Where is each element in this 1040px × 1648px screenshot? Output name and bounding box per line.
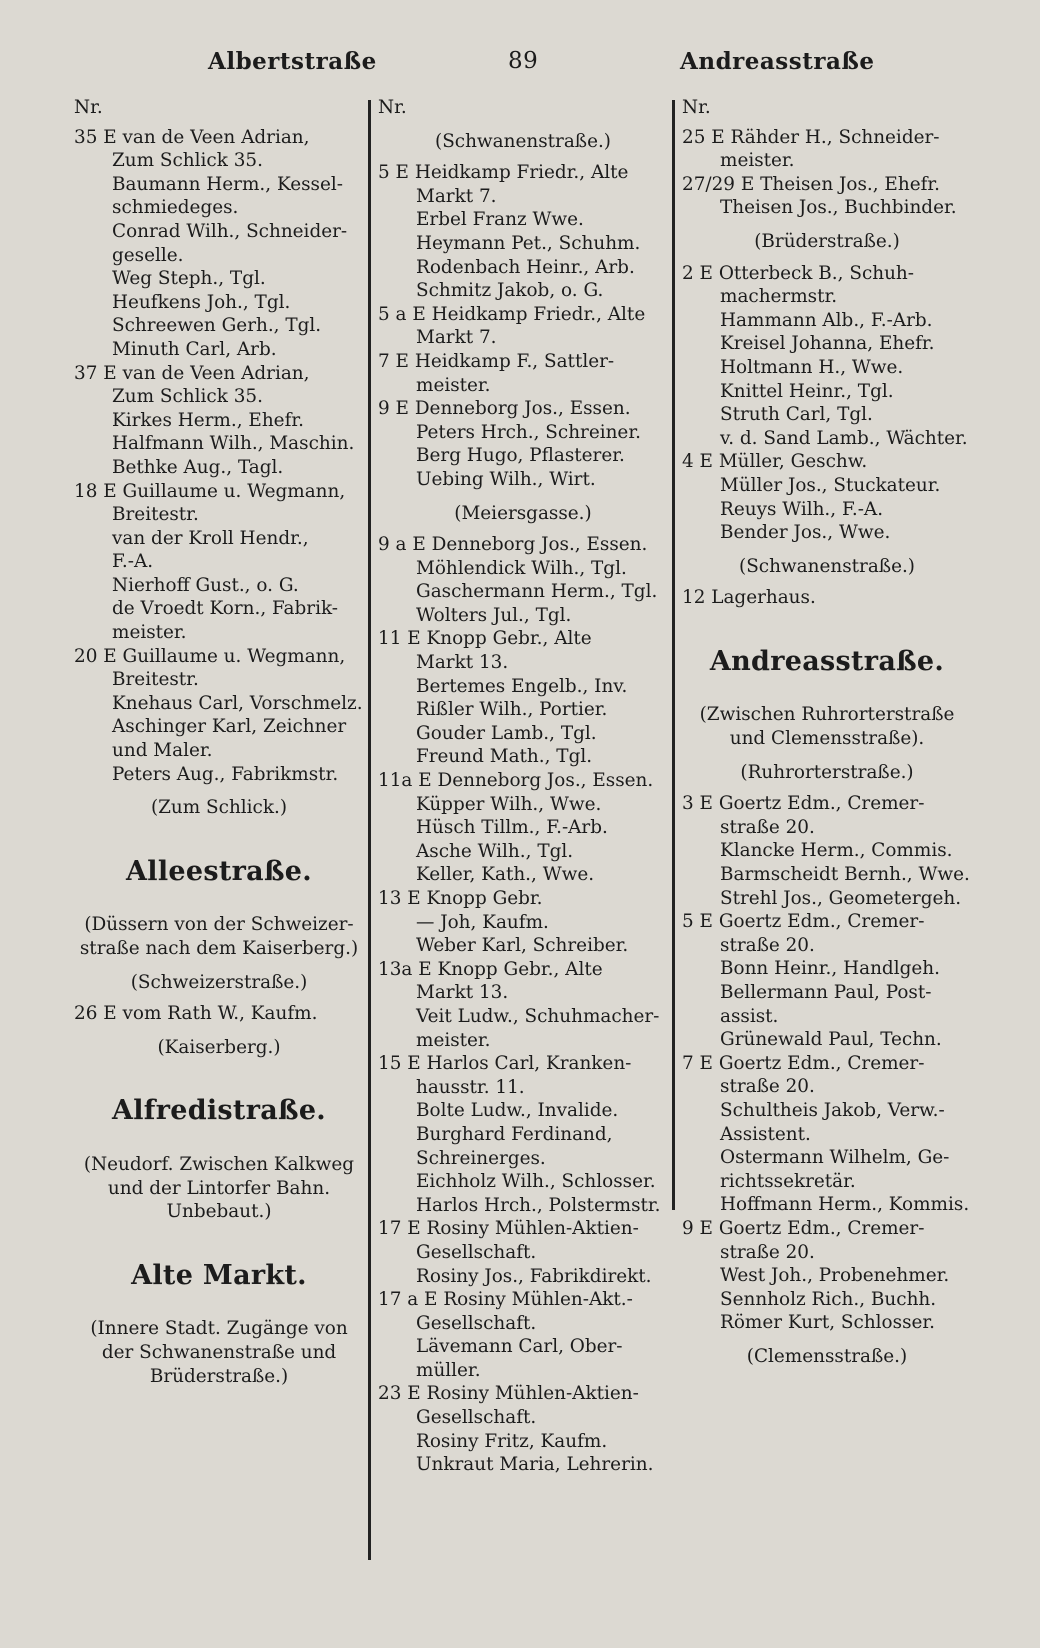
column-divider bbox=[368, 100, 371, 1560]
entry-cont: Theisen Jos., Buchbinder. bbox=[720, 197, 957, 219]
entry: 11 E Knopp Gebr., Alte bbox=[378, 628, 592, 650]
entry: 23 E Rosiny Mühlen-Aktien- bbox=[378, 1383, 639, 1405]
resident: Erbel Franz Wwe. bbox=[416, 209, 584, 231]
entry: 17 a E Rosiny Mühlen-Akt.- bbox=[378, 1289, 633, 1311]
cross-street: (Zum Schlick.) bbox=[150, 797, 288, 819]
resident: Kreisel Johanna, Ehefr. bbox=[720, 333, 935, 355]
resident: Uebing Wilh., Wirt. bbox=[416, 468, 596, 490]
resident: Eichholz Wilh., Schlosser. bbox=[416, 1171, 656, 1193]
entry-cont: Gesellschaft. bbox=[416, 1312, 537, 1334]
resident: Barmscheidt Bernh., Wwe. bbox=[720, 864, 970, 886]
resident: Harlos Hrch., Polstermstr. bbox=[416, 1194, 661, 1216]
entry-cont: meister. bbox=[720, 150, 795, 172]
street-description: (Zwischen Ruhrorterstraße und Clemensstraße). bbox=[699, 704, 955, 750]
resident: Bonn Heinr., Handlgeh. bbox=[720, 958, 940, 980]
resident: de Vroedt Korn., Fabrik- bbox=[112, 598, 338, 620]
column-1 bbox=[74, 96, 364, 1388]
resident: Freund Math., Tgl. bbox=[416, 746, 593, 768]
resident: Keller, Kath., Wwe. bbox=[416, 864, 595, 886]
resident: Lävemann Carl, Ober- bbox=[416, 1336, 623, 1358]
entry: 2 E Otterbeck B., Schuh- bbox=[682, 262, 914, 284]
street-heading: Alte Markt. bbox=[131, 1259, 307, 1291]
entry-cont: Markt 13. bbox=[416, 982, 509, 1004]
entry-cont: Breitestr. bbox=[112, 504, 199, 526]
entry: 13 E Knopp Gebr. bbox=[378, 888, 543, 909]
entry: 11a E Denneborg Jos., Essen. bbox=[378, 770, 654, 792]
street-heading: Andreasstraße. bbox=[709, 645, 945, 677]
entry: 20 E Guillaume u. Wegmann, bbox=[74, 645, 346, 667]
resident: van der Kroll Hendr., bbox=[112, 527, 309, 549]
resident: Aschinger Karl, Zeichner bbox=[112, 716, 347, 738]
entry-cont: Breitestr. bbox=[112, 669, 199, 691]
entry: 3 E Goertz Edm., Cremer- bbox=[682, 793, 925, 815]
resident: Weber Karl, Schreiber. bbox=[416, 935, 629, 957]
entry-cont: Markt 7. bbox=[416, 185, 497, 207]
resident-cont: richtssekretär. bbox=[720, 1170, 856, 1192]
column-3 bbox=[682, 96, 972, 1377]
resident: Sennholz Rich., Buchh. bbox=[720, 1288, 937, 1310]
resident: Holtmann H., Wwe. bbox=[720, 356, 904, 378]
entry: 4 E Müller, Geschw. bbox=[682, 451, 868, 473]
cross-street: (Meiersgasse.) bbox=[454, 502, 592, 524]
resident: Conrad Wilh., Schneider- bbox=[112, 220, 348, 242]
resident: Bolte Ludw., Invalide. bbox=[416, 1100, 619, 1122]
entry-cont: Markt 13. bbox=[416, 652, 509, 674]
entry-cont: hausstr. 11. bbox=[416, 1076, 525, 1098]
resident: Bellermann Paul, Post- bbox=[720, 982, 932, 1003]
resident: Baumann Herm., Kessel- bbox=[112, 173, 343, 195]
resident: Küpper Wilh., Wwe. bbox=[416, 793, 602, 815]
entry-cont: straße 20. bbox=[720, 1076, 815, 1098]
resident: Ostermann Wilhelm, Ge- bbox=[720, 1147, 950, 1169]
header-right-street: Andreasstraße bbox=[680, 48, 875, 75]
nr-label: Nr. bbox=[682, 97, 711, 118]
entry-cont: Zum Schlick 35. bbox=[112, 150, 263, 172]
resident: Heymann Pet., Schuhm. bbox=[416, 232, 641, 254]
cross-street: (Kaiserberg.) bbox=[157, 1036, 281, 1058]
column-2 bbox=[378, 96, 668, 1477]
resident: Halfmann Wilh., Maschin. bbox=[112, 433, 355, 455]
street-description: (Düssern von der Schweizer-straße nach dem Kaiserberg.) bbox=[79, 914, 359, 959]
column-divider bbox=[672, 100, 675, 1210]
resident: Gaschermann Herm., Tgl. bbox=[416, 581, 658, 603]
resident: Heufkens Joh., Tgl. bbox=[112, 291, 291, 313]
entry-cont: Gesellschaft. bbox=[416, 1241, 537, 1263]
resident: v. d. Sand Lamb., Wächter. bbox=[720, 427, 968, 449]
entry: 27/29 E Theisen Jos., Ehefr. bbox=[682, 173, 940, 195]
entry: 37 E van de Veen Adrian, bbox=[74, 362, 310, 384]
resident: Schultheis Jakob, Verw.- bbox=[720, 1099, 945, 1121]
resident: West Joh., Probenehmer. bbox=[720, 1265, 950, 1287]
entry: 13a E Knopp Gebr., Alte bbox=[378, 958, 603, 980]
entry: 7 E Goertz Edm., Cremer- bbox=[682, 1052, 925, 1074]
resident: Rosiny Jos., Fabrikdirekt. bbox=[416, 1265, 652, 1287]
resident: Weg Steph., Tgl. bbox=[112, 268, 266, 290]
header-left-street: Albertstraße bbox=[208, 48, 377, 75]
resident: Veit Ludw., Schuhmacher- bbox=[416, 1005, 660, 1027]
resident: Hüsch Tillm., F.-Arb. bbox=[416, 817, 608, 839]
entry: 26 E vom Rath W., Kaufm. bbox=[74, 1003, 318, 1025]
nr-label: Nr. bbox=[74, 97, 103, 118]
resident: Müller Jos., Stuckateur. bbox=[720, 474, 941, 496]
resident-cont: schmiedeges. bbox=[112, 197, 239, 219]
entry-cont: machermstr. bbox=[720, 286, 838, 308]
resident: Klancke Herm., Commis. bbox=[720, 840, 953, 862]
entry: 5 a E Heidkamp Friedr., Alte bbox=[378, 303, 646, 325]
resident: Wolters Jul., Tgl. bbox=[416, 604, 572, 626]
resident: Bender Jos., Wwe. bbox=[720, 522, 891, 544]
resident: Bertemes Engelb., Inv. bbox=[416, 675, 628, 697]
resident-cont: Assistent. bbox=[720, 1123, 811, 1145]
entry-cont: straße 20. bbox=[720, 1241, 815, 1263]
cross-street: (Clemensstraße.) bbox=[746, 1345, 908, 1367]
resident: Knehaus Carl, Vorschmelz. bbox=[112, 692, 363, 714]
cross-street: (Schwanenstraße.) bbox=[435, 130, 611, 152]
resident-cont: und Maler. bbox=[112, 740, 213, 762]
resident-cont: Schreinerges. bbox=[416, 1147, 546, 1169]
resident: Grünewald Paul, Techn. bbox=[720, 1029, 942, 1051]
entry-cont: meister. bbox=[416, 374, 491, 396]
street-heading: Alfredistraße. bbox=[111, 1095, 327, 1127]
resident: Berg Hugo, Pflasterer. bbox=[416, 445, 625, 467]
page-number: 89 bbox=[508, 48, 539, 74]
cross-street: (Schweizerstraße.) bbox=[130, 971, 308, 993]
resident: Reuys Wilh., F.-A. bbox=[720, 498, 884, 520]
resident: Rißler Wilh., Portier. bbox=[416, 699, 608, 721]
resident: Gouder Lamb., Tgl. bbox=[416, 722, 597, 744]
resident: Struth Carl, Tgl. bbox=[720, 404, 873, 426]
resident: Strehl Jos., Geometergeh. bbox=[720, 887, 962, 909]
cross-street: (Ruhrorterstraße.) bbox=[740, 761, 914, 783]
entry: 12 Lagerhaus. bbox=[682, 587, 816, 609]
entry-cont: straße 20. bbox=[720, 816, 815, 838]
resident: Kirkes Herm., Ehefr. bbox=[112, 409, 304, 431]
entry: 5 E Goertz Edm., Cremer- bbox=[682, 911, 925, 933]
entry-cont: Gesellschaft. bbox=[416, 1407, 537, 1429]
resident: Schmitz Jakob, o. G. bbox=[416, 280, 604, 302]
street-description: (Neudorf. Zwischen Kalkweg und der Lintorfer Bahn. Unbebaut.) bbox=[83, 1153, 355, 1223]
resident: Schreewen Gerh., Tgl. bbox=[112, 315, 322, 337]
cross-street: (Brüderstraße.) bbox=[754, 230, 900, 252]
entry: 9 E Denneborg Jos., Essen. bbox=[378, 398, 631, 420]
resident: Bethke Aug., Tagl. bbox=[112, 456, 284, 478]
resident: Nierhoff Gust., o. G. bbox=[112, 574, 299, 596]
resident: Rodenbach Heinr., Arb. bbox=[416, 256, 635, 278]
entry: 17 E Rosiny Mühlen-Aktien- bbox=[378, 1218, 639, 1240]
resident: Hammann Alb., F.-Arb. bbox=[720, 309, 933, 331]
resident: Knittel Heinr., Tgl. bbox=[720, 380, 894, 402]
entry: 15 E Harlos Carl, Kranken- bbox=[378, 1053, 632, 1075]
resident: Römer Kurt, Schlosser. bbox=[720, 1312, 936, 1334]
resident: Burghard Ferdinand, bbox=[416, 1123, 613, 1145]
entry: 35 E van de Veen Adrian, bbox=[74, 126, 310, 148]
street-heading: Alleestraße. bbox=[126, 855, 312, 887]
resident: — Joh, Kaufm. bbox=[416, 911, 549, 933]
entry: 7 E Heidkamp F., Sattler- bbox=[378, 350, 615, 372]
entry: 9 E Goertz Edm., Cremer- bbox=[682, 1217, 925, 1239]
resident: Rosiny Fritz, Kaufm. bbox=[416, 1430, 608, 1452]
resident-cont: F.-A. bbox=[112, 551, 154, 573]
cross-street: (Schwanenstraße.) bbox=[739, 555, 915, 577]
entry: 9 a E Denneborg Jos., Essen. bbox=[378, 534, 648, 556]
resident-cont: assist. bbox=[720, 1005, 779, 1027]
resident: Peters Aug., Fabrikmstr. bbox=[112, 763, 339, 785]
resident-cont: meister. bbox=[416, 1029, 491, 1051]
resident: Unkraut Maria, Lehrerin. bbox=[416, 1454, 654, 1476]
resident: Hoffmann Herm., Kommis. bbox=[720, 1194, 970, 1216]
entry-cont: straße 20. bbox=[720, 934, 815, 956]
resident: Peters Hrch., Schreiner. bbox=[416, 421, 641, 443]
resident: Möhlendick Wilh., Tgl. bbox=[416, 557, 627, 579]
entry: 5 E Heidkamp Friedr., Alte bbox=[378, 162, 629, 184]
resident-cont: geselle. bbox=[112, 244, 184, 266]
entry: 25 E Rähder H., Schneider- bbox=[682, 126, 940, 148]
entry-cont: Zum Schlick 35. bbox=[112, 386, 263, 408]
resident: Asche Wilh., Tgl. bbox=[416, 840, 574, 862]
nr-label: Nr. bbox=[378, 97, 407, 118]
entry-cont: Markt 7. bbox=[416, 327, 497, 349]
street-description: (Innere Stadt. Zugänge von der Schwanenstraße und Brüderstraße.) bbox=[90, 1318, 348, 1387]
entry: 18 E Guillaume u. Wegmann, bbox=[74, 480, 346, 502]
resident: Minuth Carl, Arb. bbox=[112, 338, 277, 360]
resident-cont: müller. bbox=[416, 1359, 481, 1381]
resident-cont: meister. bbox=[112, 622, 187, 644]
